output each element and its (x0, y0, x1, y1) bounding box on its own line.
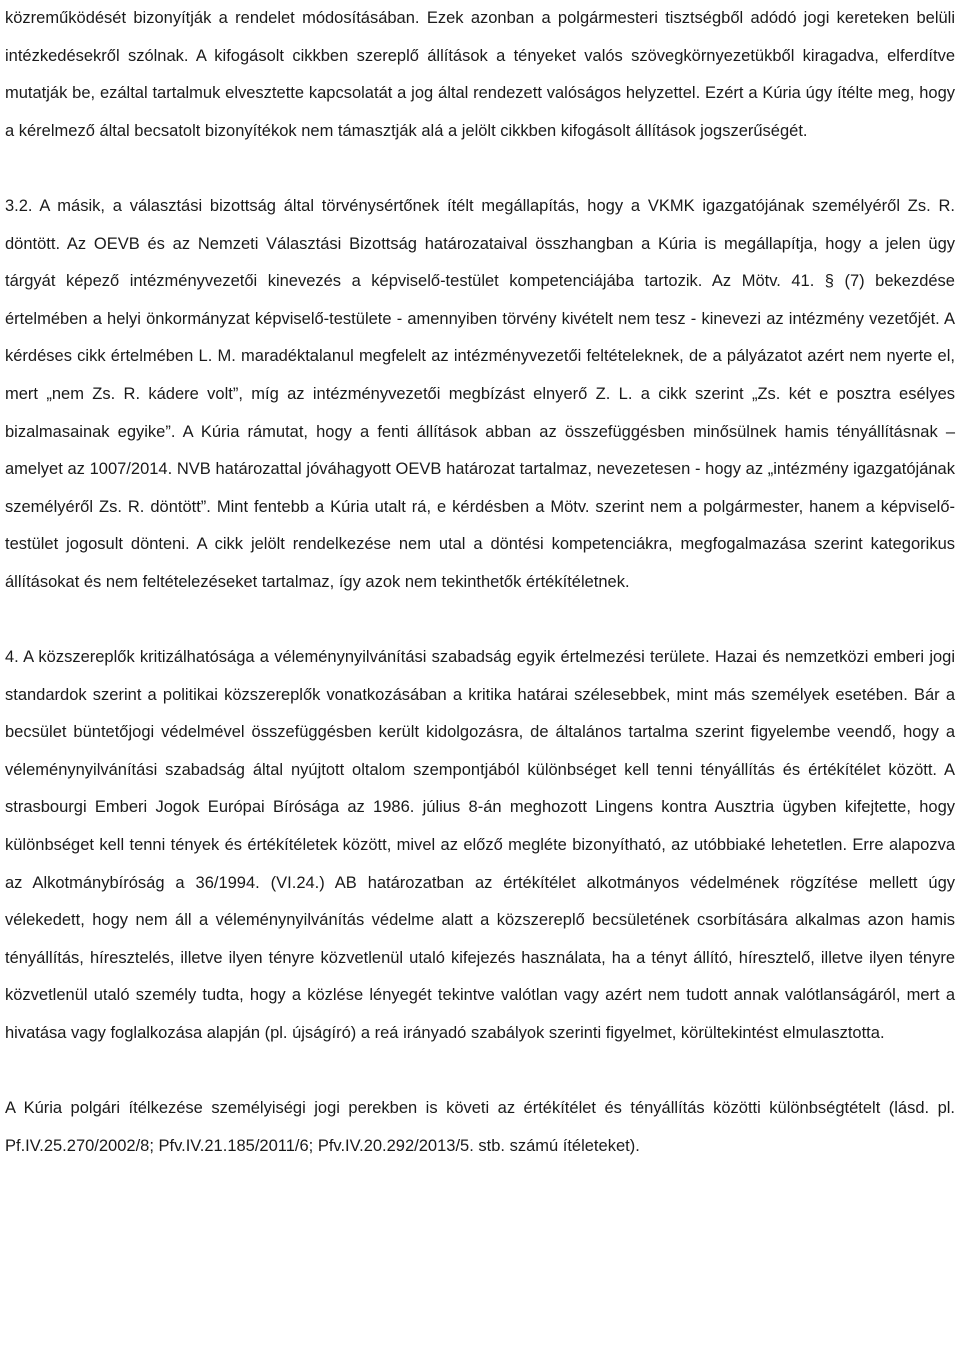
paragraph-section-3-2: 3.2. A másik, a választási bizottság által törvénysértőnek ítélt megállapítás, hogy a VKMK igazgatójának személyéről Zs. R. döntött. Az OEVB és az Nemzeti Választási Bizottság határozataival összhangban a Kúria is megállapítja, hogy a jelen ügy tárgyát képező intézményvezetői kinevezés a képviselő-testület kompetenciájába tartozik. Az Mötv. 41. § (7) bekezdése értelmében a helyi önkormányzat képviselő-testülete - amennyiben törvény kivételt nem tesz - kinevezi az intézmény vezetőjét. A kérdéses cikk értelmében L. M. maradéktalanul megfelelt az intézményvezetői feltételeknek, de a pályázatot azért nem nyerte el, mert „nem Zs. R. kádere volt”, míg az intézményvezetői megbízást elnyerő Z. L. a cikk szerint „Zs. két e posztra esélyes bizalmasainak egyike”. A Kúria rámutat, hogy a fenti állítások abban az összefüggésben minősülnek hamis tényállításnak – amelyet az 1007/2014. NVB határozattal jóváhagyott OEVB határozat tartalmaz, nevezetesen - hogy az „intézmény igazgatójának személyéről Zs. R. döntött”. Mint fentebb a Kúria utalt rá, e kérdésben a Mötv. szerint nem a polgármester, hanem a képviselő-testület jogosult dönteni. A cikk jelölt rendelkezése nem utal a döntési kompetenciákra, megfogalmazása szerint kategorikus állításokat és nem feltételezéseket tartalmaz, így azok nem tekinthetők értékítéletnek. (5, 196, 955, 591)
paragraph-section-4: 4. A közszereplők kritizálhatósága a véleménynyilvánítási szabadság egyik értelmezési területe. Hazai és nemzetközi emberi jogi standardok szerint a politikai közszereplők vonatkozásában a kritika határai szélesebbek, mint más személyek esetében. Bár a becsület büntetőjogi védelmével összefüggésben került kidolgozásra, de általános tartalma szerint figyelembe veendő, hogy a véleménynyilvánítási szabadság által nyújtott oltalom szempontjából különbséget kell tenni tényállítás és értékítélet között. A strasbourgi Emberi Jogok Európai Bírósága az 1986. július 8-án meghozott Lingens kontra Ausztria ügyben kifejtette, hogy különbséget kell tenni tények és értékítéletek között, mivel az előző megléte bizonyítható, az utóbbiaké lehetetlen. Erre alapozva az Alkotmánybíróság a 36/1994. (VI.24.) AB határozatban az értékítélet alkotmányos védelmének rögzítése mellett úgy vélekedett, hogy nem áll a véleménynyilvánítás védelme alatt a közszereplő becsületének csorbítására alkalmas azon hamis tényállítás, híresztelés, illetve ilyen tényre közvetlenül utaló kifejezés használata, ha a tényt állító, híresztelő, illetve ilyen tényre közvetlenül utaló személy tudta, hogy a közlése lényegét tekintve valótlan vagy azért nem tudott annak valótlanságáról, mert a hivatása vagy foglalkozása alapján (pl. újságíró) a reá irányadó szabályok szerinti figyelmet, körültekintést elmulasztotta. (5, 648, 955, 1043)
paragraph-gap (5, 1053, 955, 1091)
paragraph-gap (5, 150, 955, 188)
paragraph-kuria-practice: A Kúria polgári ítélkezése személyiségi jogi perekben is követi az értékítélet és tényállítás közötti különbségtételt (lásd. pl. Pf.IV.25.270/2002/8; Pfv.IV.21.185/2011/6; Pfv.IV.20.292/2013/5. stb. számú ítéleteket). (5, 1099, 955, 1155)
paragraph-body-1: közreműködését bizonyítják a rendelet módosításában. Ezek azonban a polgármesteri tisztségből adódó jogi kereteken belüli intézkedésekről szólnak. A kifogásolt cikkben szereplő állítások a tényeket valós szövegkörnyezetükből kiragadva, elferdítve mutatják be, ezáltal tartalmuk elvesztette kapcsolatát a jog által rendezett valóságos helyzettel. Ezért a Kúria úgy ítélte meg, hogy a kérelmező által becsatolt bizonyítékok nem támasztják alá a jelölt cikkben kifogásolt állítások jogszerűségét. (5, 9, 955, 140)
paragraph-gap (5, 602, 955, 640)
document-page (5, 0, 955, 1165)
